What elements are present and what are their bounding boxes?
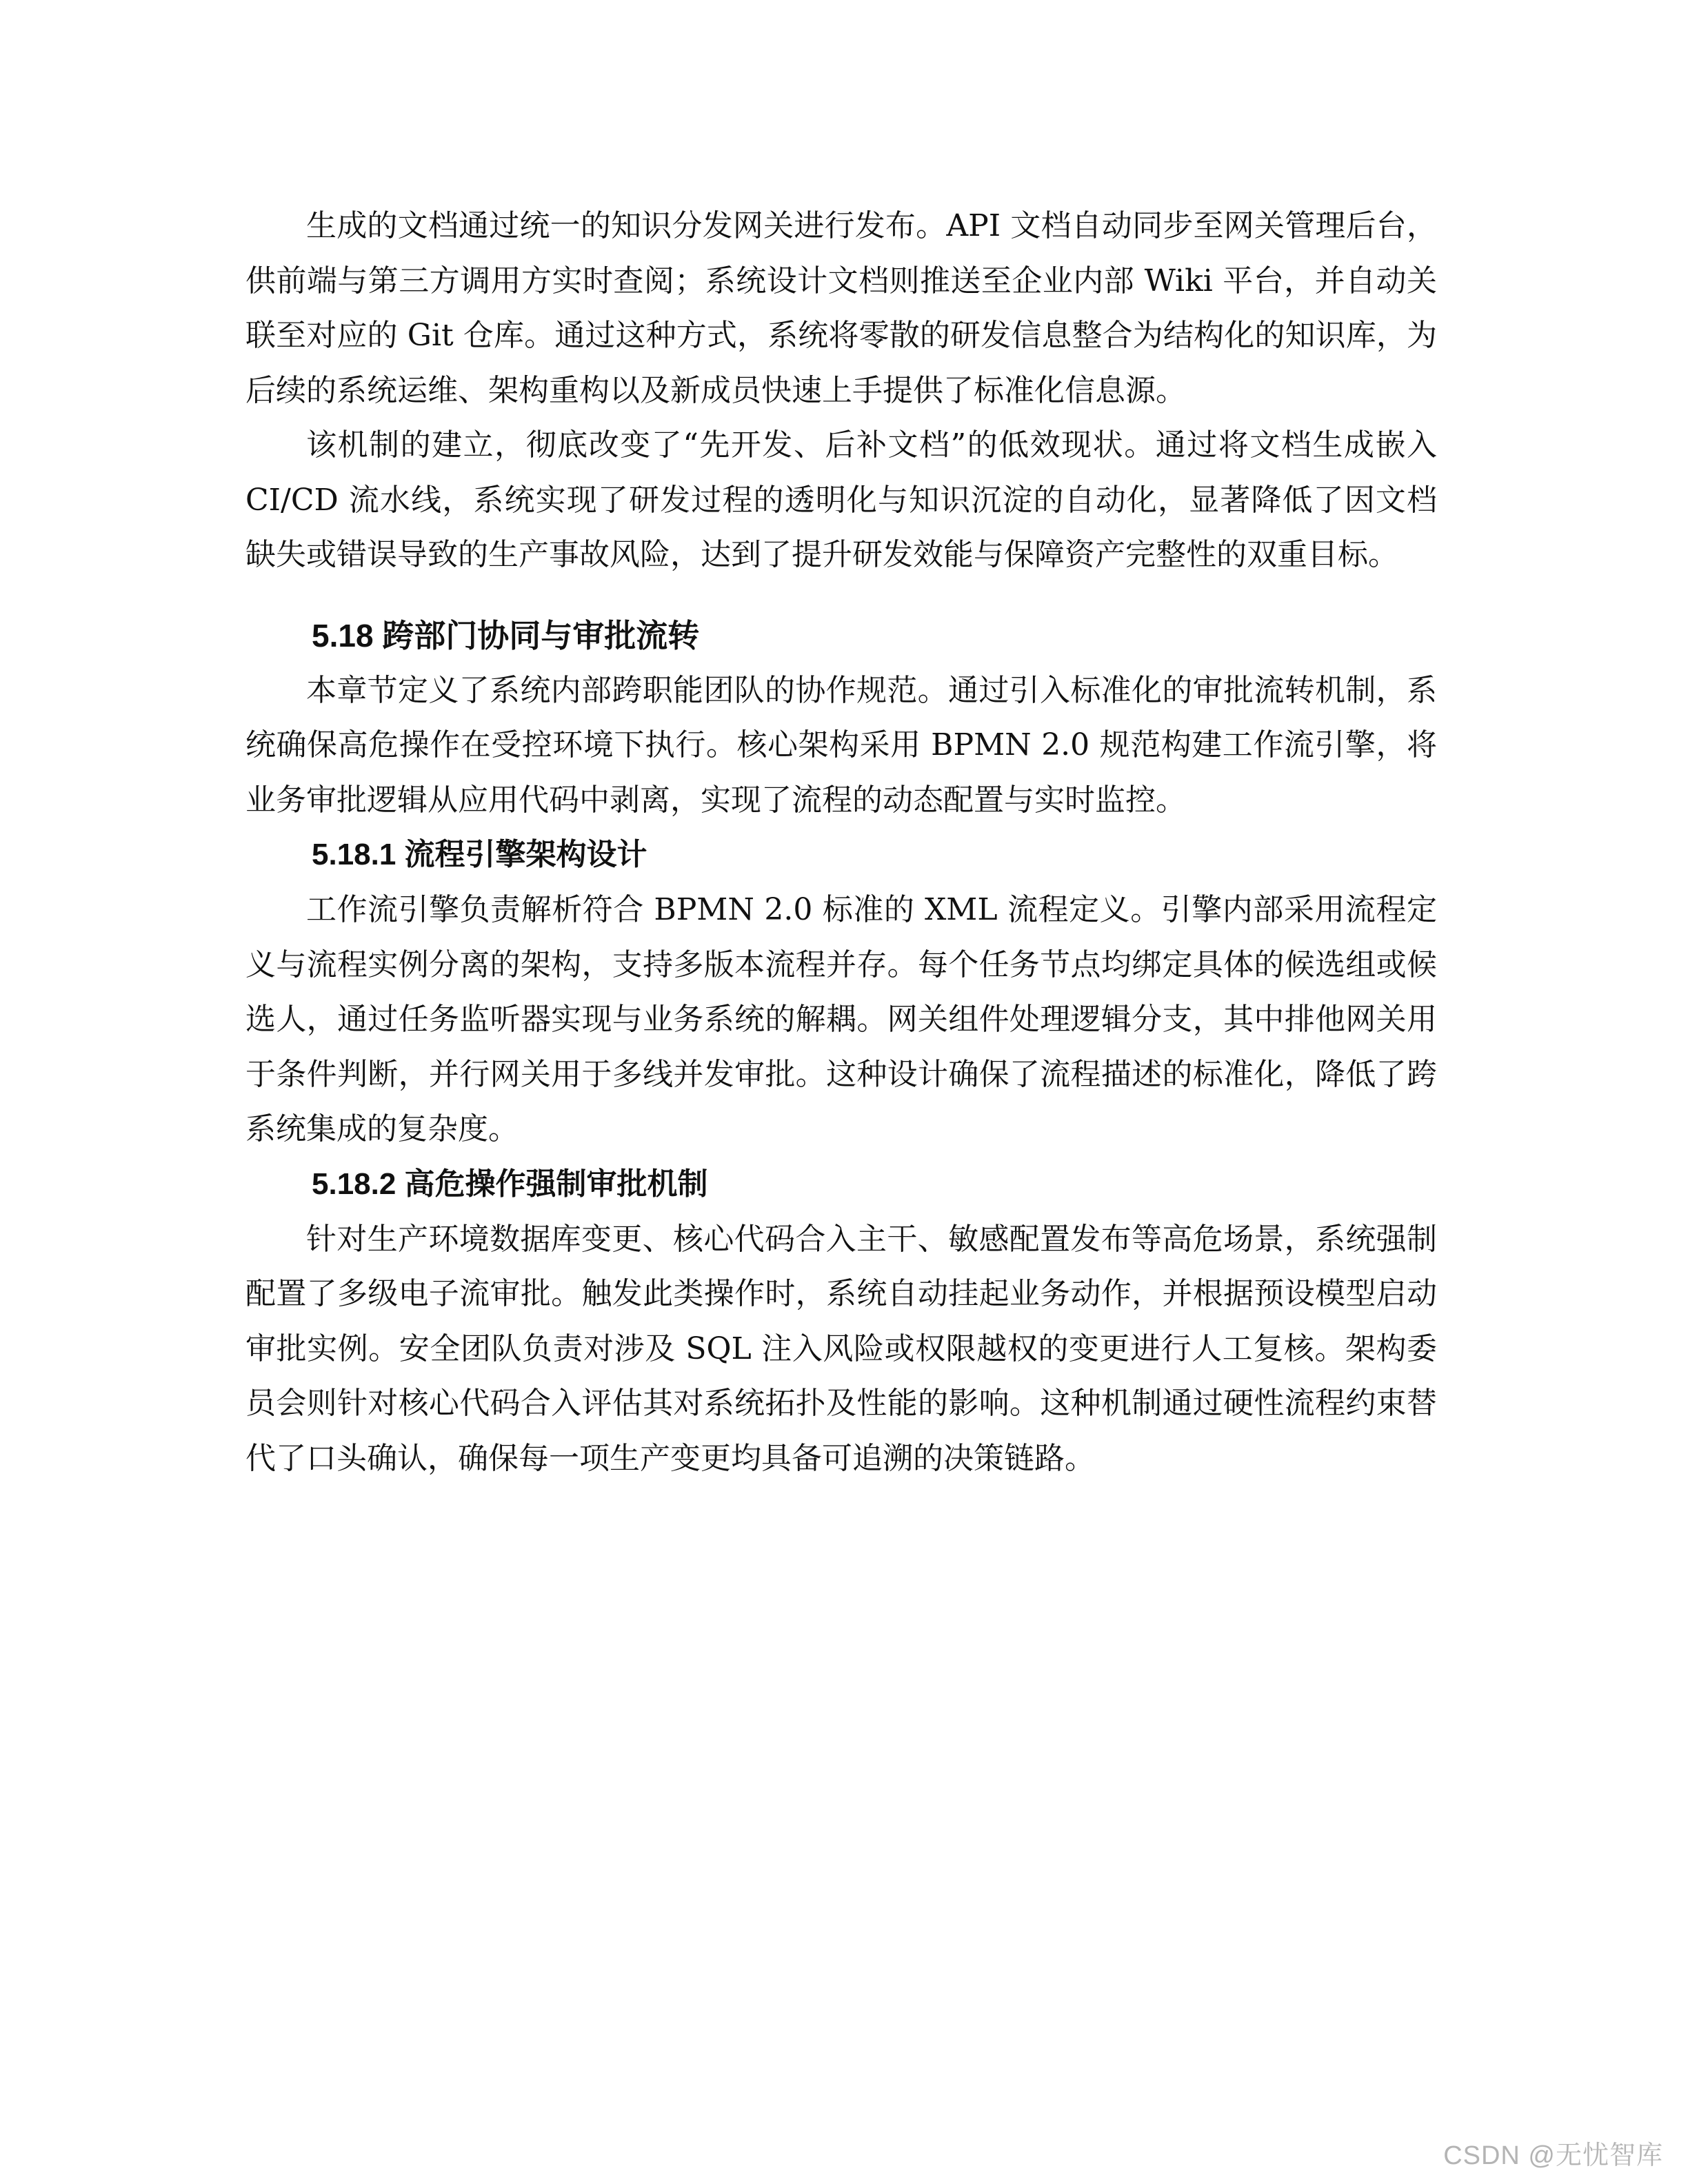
section-heading-5-18-2: 5.18.2 高危操作强制审批机制 — [312, 1166, 708, 1201]
section-5-18-1-body: 工作流引擎负责解析符合 BPMN 2.0 标准的 XML 流程定义。引擎内部采用流程定义与流程实例分离的架构，支持多版本流程并存。每个任务节点均绑定具体的候选组或候选人，通过任务监听器实现与业务系统的解耦。网关组件处理逻辑分支，其中排他网关用于条件判断，并行网关用于多线并发审批。这种设计确保了流程描述的标准化，降低了跨系统集成的复杂度。 — [245, 892, 1437, 1146]
section-heading-5-18: 5.18 跨部门协同与审批流转 — [312, 617, 700, 654]
section-5-18-2-body: 针对生产环境数据库变更、核心代码合入主干、敏感配置发布等高危场景，系统强制配置了多级电子流审批。触发此类操作时，系统自动挂起业务动作，并根据预设模型启动审批实例。安全团队负责对涉及 SQL 注入风险或权限越权的变更进行人工复核。架构委员会则针对核心代码合入评估其对系统拓扑及性能的影响。这种机制通过硬性流程约束替代了口头确认，确保每一项生产变更均具备可追溯的决策链路。 — [245, 1221, 1437, 1476]
paragraph-mechanism-summary: 该机制的建立，彻底改变了“先开发、后补文档”的低效现状。通过将文档生成嵌入 CI/CD 流水线，系统实现了研发过程的透明化与知识沉淀的自动化，显著降低了因文档缺失或错误导致的生产事故风险，达到了提升研发效能与保障资产完整性的双重目标。 — [245, 427, 1437, 572]
paragraph-knowledge-publishing: 生成的文档通过统一的知识分发网关进行发布。API 文档自动同步至网关管理后台，供前端与第三方调用方实时查阅；系统设计文档则推送至企业内部 Wiki 平台，并自动关联至对应的 Git 仓库。通过这种方式，系统将零散的研发信息整合为结构化的知识库，为后续的系统运维、架构重构以及新成员快速上手提供了标准化信息源。 — [245, 208, 1437, 408]
csdn-watermark: CSDN @无忧智库 — [1443, 2141, 1663, 2170]
document-content — [245, 199, 1437, 1486]
section-5-18-intro: 本章节定义了系统内部跨职能团队的协作规范。通过引入标准化的审批流转机制，系统确保高危操作在受控环境下执行。核心架构采用 BPMN 2.0 规范构建工作流引擎，将业务审批逻辑从应用代码中剥离，实现了流程的动态配置与实时监控。 — [245, 672, 1437, 818]
section-heading-5-18-1: 5.18.1 流程引擎架构设计 — [312, 838, 647, 871]
